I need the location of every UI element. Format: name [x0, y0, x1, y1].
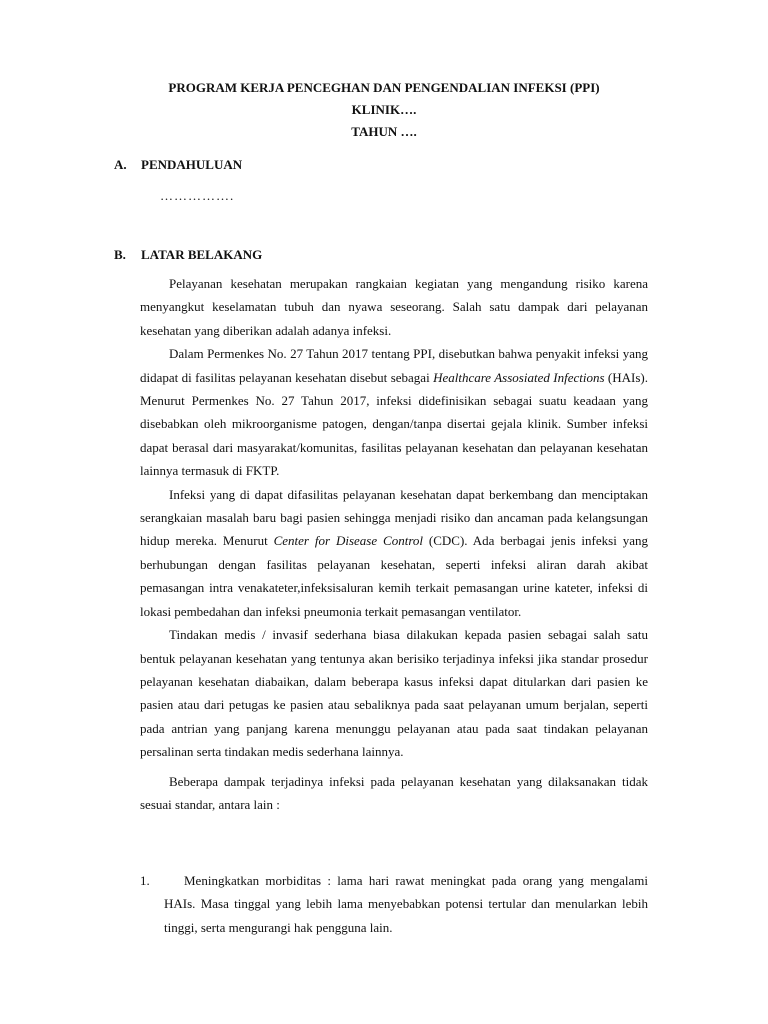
- paragraph-4: Tindakan medis / invasif sederhana biasa dilakukan kepada pasien sebagai salah satu bentuk pelayanan kesehatan yang tentunya akan berisiko terjadinya infeksi jika standar prosedur pelayanan kesehatan diabaikan, dalam beberapa kasus infeksi dapat ditularkan dari pasien ke pasien atau dari petugas ke pasien atau sebaliknya pada saat pelayanan umum berjalan, seperti pada antrian yang panjang karena menunggu pelayanan atau pada saat tindakan pelayanan persalinan serta tindakan medis sederhana lainnya.: [140, 627, 648, 760]
- section-a-title: PENDAHULUAN: [141, 157, 243, 172]
- document-title: PROGRAM KERJA PENCEGHAN DAN PENGENDALIAN INFEKSI (PPI): [168, 80, 600, 95]
- paragraph-2-italic: Healthcare Assosiated Infections: [433, 369, 605, 385]
- list-item-number: 1.: [140, 873, 150, 888]
- section-a-content: …………….: [160, 188, 235, 203]
- section-b-body: [140, 272, 648, 816]
- section-a-letter: A.: [114, 157, 127, 172]
- section-b-heading: [114, 247, 262, 263]
- section-a-heading: [114, 157, 242, 173]
- paragraph-3: Infeksi yang di dapat difasilitas pelayanan kesehatan dapat berkembang dan menciptakan serangkaian masalah baru bagi pasien sehingga menjadi risiko dan ancaman pada kelangsungan hidup mereka. Menurut Center for Disease Control (CDC). Ada berbagai jenis infeksi yang berhubungan dengan fasilitas pelayanan kesehatan, seperti infeksi aliran darah akibat pemasangan intra venakateter,infeksisaluran kemih terkait pemasangan urine kateter, infeksi di lokasi pembedahan dan infeksi pneumonia terkait pemasangan ventilator.: [140, 486, 648, 619]
- paragraph-5: Beberapa dampak terjadinya infeksi pada pelayanan kesehatan yang dilaksanakan tidak sesuai standar, antara lain :: [140, 773, 648, 812]
- document-subtitle-tahun: TAHUN ….: [351, 124, 417, 139]
- section-b-letter: B.: [114, 247, 126, 262]
- paragraph-3-italic: Center for Disease Control: [273, 533, 424, 549]
- document-subtitle-klinik: KLINIK….: [351, 102, 417, 117]
- paragraph-2: Dalam Permenkes No. 27 Tahun 2017 tentang PPI, disebutkan bahwa penyakit infeksi yang didapat di fasilitas pelayanan kesehatan disebut sebagai Healthcare Assosiated Infections (HAIs). Menurut Permenkes No. 27 Tahun 2017, infeksi didefinisikan sebagai suatu keadaan yang disebabkan oleh mikroorganisme patogen, dengan/tanpa disertai gejala klinik. Sumber infeksi dapat berasal dari masyarakat/komunitas, fasilitas pelayanan kesehatan dan pelayanan kesehatan lainnya termasuk di FKTP.: [140, 346, 648, 479]
- section-b-title: LATAR BELAKANG: [141, 247, 263, 262]
- list-item-text: Meningkatkan morbiditas : lama hari rawat meningkat pada orang yang mengalami HAIs. Masa tinggal yang lebih lama menyebabkan potensi tertular dan menularkan lebih tinggi, serta mengurangi hak pengguna lain.: [164, 873, 648, 935]
- list-item: [140, 869, 648, 939]
- paragraph-1: Pelayanan kesehatan merupakan rangkaian kegiatan yang mengandung risiko karena menyangkut keselamatan tubuh dan nyawa seseorang. Salah satu dampak dari pelayanan kesehatan yang diberikan adalah adanya infeksi.: [140, 276, 648, 338]
